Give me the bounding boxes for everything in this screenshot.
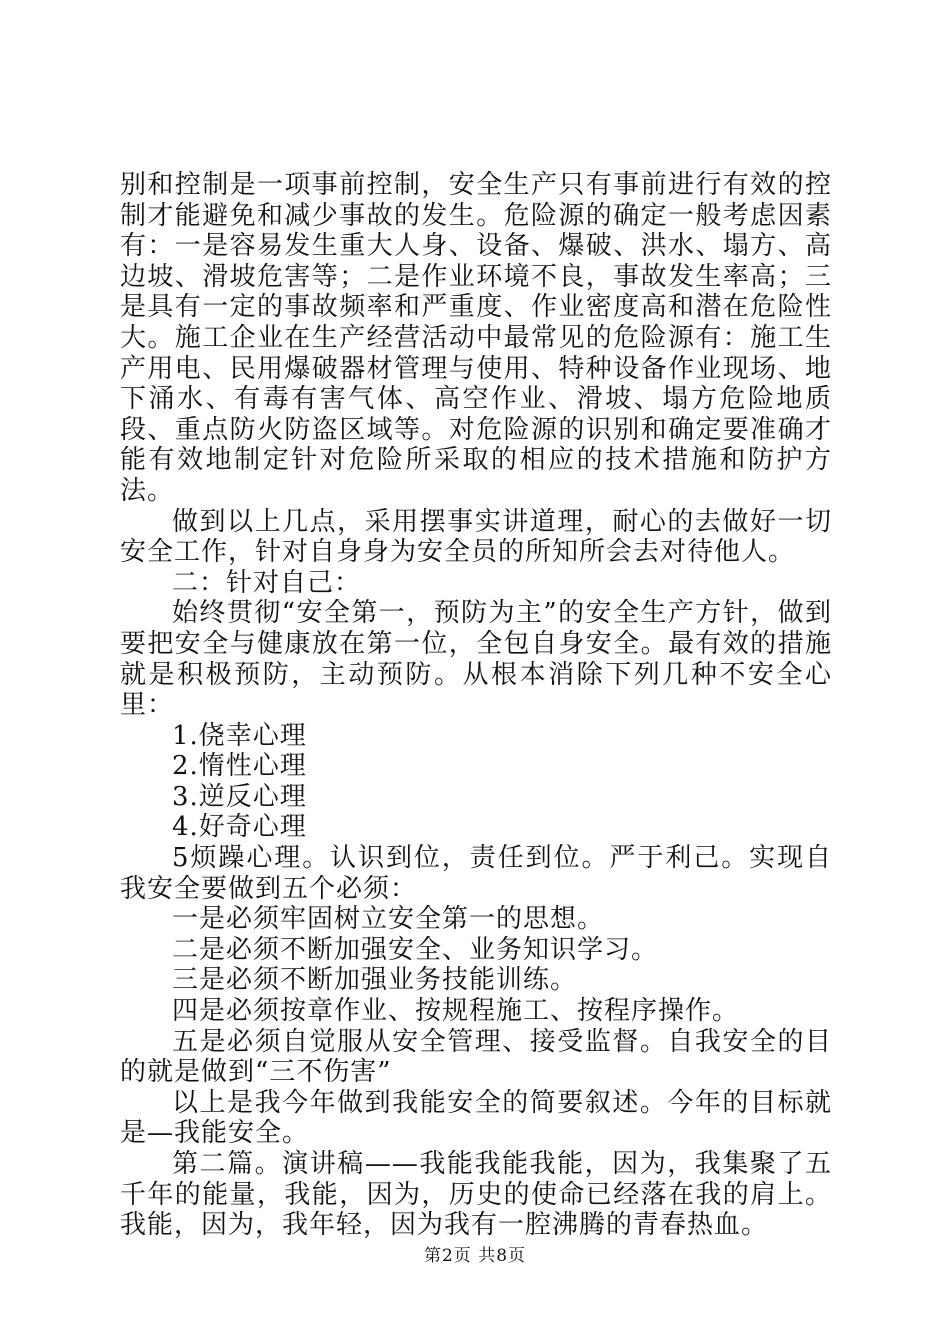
- paragraph: 始终贯彻“安全第一，预防为主”的安全生产方针，做到要把安全与健康放在第一位，全包自身安全。最有效的措施就是积极预防，主动预防。从根本消除下列几种不安全心里：: [120, 598, 832, 721]
- page-footer: 第2页 共8页: [423, 1246, 527, 1266]
- paragraph: 别和控制是一项事前控制，安全生产只有事前进行有效的控制才能避免和减少事故的发生。危险源的确定一般考虑因素有：一是容易发生重大人身、设备、爆破、洪水、塌方、高边坡、滑坡危害等；二是作业环境不良，事故发生率高；三是具有一定的事故频率和严重度、作业密度高和潜在危险性大。施工企业在生产经营活动中最常见的危险源有：施工生产用电、民用爆破器材管理与使用、特种设备作业现场、地下涌水、有毒有害气体、高空作业、滑坡、塌方危险地质段、重点防火防盗区域等。对危险源的识别和确定要准确才能有效地制定针对危险所采取的相应的技术措施和防护方法。: [120, 170, 832, 506]
- paragraph: 3.逆反心理: [172, 781, 307, 812]
- paragraph: 三是必须不断加强业务技能训练。: [172, 965, 578, 996]
- document-body: [120, 170, 832, 1241]
- paragraph: 以上是我今年做到我能安全的简要叙述。今年的目标就是—我能安全。: [120, 1087, 832, 1149]
- paragraph: 4.好奇心理: [172, 812, 307, 843]
- paragraph: 1.侥幸心理: [172, 720, 307, 751]
- paragraph: 二是必须不断加强安全、业务知识学习。: [172, 934, 659, 965]
- paragraph: 第二篇。演讲稿——我能我能我能，因为，我集聚了五千年的能量，我能，因为，历史的使命已经落在我的肩上。我能，因为，我年轻，因为我有一腔沸腾的青春热血。: [120, 1149, 832, 1241]
- paragraph: 做到以上几点，采用摆事实讲道理，耐心的去做好一切安全工作，针对自身身为安全员的所知所会去对待他人。: [120, 506, 832, 568]
- paragraph: 二：针对自己：: [172, 567, 362, 598]
- paragraph: 5烦躁心理。认识到位，责任到位。严于利己。实现自我安全要做到五个必须：: [120, 843, 832, 904]
- paragraph: 四是必须按章作业、按规程施工、按程序操作。: [172, 996, 740, 1027]
- paragraph: 一是必须牢固树立安全第一的思想。: [172, 904, 605, 935]
- paragraph: 五是必须自觉服从安全管理、接受监督。自我安全的目的就是做到“三不伤害”: [120, 1026, 832, 1088]
- paragraph: 2.惰性心理: [172, 751, 307, 782]
